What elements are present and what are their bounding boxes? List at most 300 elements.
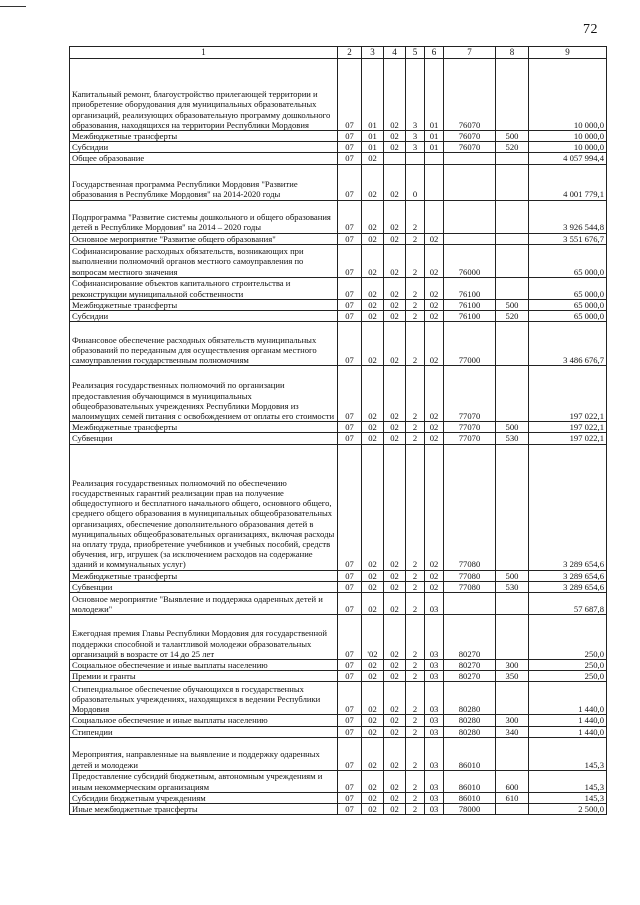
row-amount: 197 022,1: [529, 422, 607, 433]
row-subprogram: 2: [406, 366, 425, 422]
row-subprogram: 2: [406, 322, 425, 366]
row-amount: 1 440,0: [529, 715, 607, 726]
table-body: [70, 59, 607, 815]
row-subprogram: 2: [406, 244, 425, 277]
table-row: [70, 200, 607, 233]
row-subsection: 02: [362, 444, 384, 570]
row-name: Межбюджетные трансферты: [70, 299, 338, 310]
row-subprogram: 2: [406, 726, 425, 737]
row-amount: 65 000,0: [529, 311, 607, 322]
table-row: [70, 153, 607, 164]
row-subsection: 02: [362, 322, 384, 366]
row-subsection: 02: [362, 299, 384, 310]
row-subprogram: 2: [406, 660, 425, 671]
row-direction: 80270: [444, 660, 496, 671]
row-name: Предоставление субсидий бюджетным, автономным учреждениям и иным некоммерческим организациям: [70, 770, 338, 792]
row-subsection: 02: [362, 726, 384, 737]
row-activity: 02: [425, 366, 444, 422]
row-section: 07: [338, 142, 362, 153]
row-name: Государственная программа Республики Мордовия "Развитие образования в Республике Мордовия" на 2014-2020 годы: [70, 164, 338, 200]
row-subsection: 02: [362, 660, 384, 671]
row-expense-type: 500: [496, 422, 529, 433]
table-row: [70, 570, 607, 581]
row-name: Подпрограмма "Развитие системы дошкольного и общего образования детей в Республике Мордовия" на 2014 – 2020 годы: [70, 200, 338, 233]
table-row: [70, 660, 607, 671]
corner-mark: [0, 0, 26, 7]
row-activity: 03: [425, 737, 444, 770]
row-amount: 10 000,0: [529, 59, 607, 131]
row-subsection: 02: [362, 570, 384, 581]
row-expense-type: [496, 59, 529, 131]
row-name: Общее образование: [70, 153, 338, 164]
row-program: 02: [384, 737, 406, 770]
row-subprogram: 2: [406, 715, 425, 726]
row-section: 07: [338, 366, 362, 422]
row-name: Межбюджетные трансферты: [70, 131, 338, 142]
row-section: 07: [338, 200, 362, 233]
row-expense-type: 530: [496, 433, 529, 444]
row-subsection: 02: [362, 277, 384, 299]
row-name: Социальное обеспечение и иные выплаты населению: [70, 715, 338, 726]
table-row: [70, 142, 607, 153]
table-row: [70, 422, 607, 433]
row-activity: 02: [425, 433, 444, 444]
row-expense-type: [496, 804, 529, 815]
table-row: [70, 311, 607, 322]
row-amount: 250,0: [529, 615, 607, 660]
row-program: 02: [384, 726, 406, 737]
row-section: 07: [338, 311, 362, 322]
row-subsection: 02: [362, 244, 384, 277]
row-program: 02: [384, 131, 406, 142]
row-amount: 1 440,0: [529, 682, 607, 715]
row-expense-type: 350: [496, 671, 529, 682]
table-row: [70, 737, 607, 770]
row-expense-type: 500: [496, 131, 529, 142]
row-name: Социальное обеспечение и иные выплаты населению: [70, 660, 338, 671]
row-section: 07: [338, 322, 362, 366]
row-activity: 02: [425, 233, 444, 244]
row-section: 07: [338, 792, 362, 803]
row-direction: 77080: [444, 570, 496, 581]
row-amount: 1 440,0: [529, 726, 607, 737]
row-activity: 02: [425, 299, 444, 310]
row-section: 07: [338, 737, 362, 770]
row-direction: 80280: [444, 726, 496, 737]
row-section: 07: [338, 715, 362, 726]
header-col-3: 3: [362, 47, 384, 59]
row-amount: 3 289 654,6: [529, 570, 607, 581]
row-subprogram: 3: [406, 131, 425, 142]
row-direction: [444, 593, 496, 615]
row-name: Софинансирование объектов капитального строительства и реконструкции муниципальной собственности: [70, 277, 338, 299]
header-col-9: 9: [529, 47, 607, 59]
table-row: [70, 804, 607, 815]
row-section: 07: [338, 660, 362, 671]
row-expense-type: [496, 153, 529, 164]
row-name: Капитальный ремонт, благоустройство прилегающей территории и приобретение оборудования для муниципальных образовательных организаций, реализующих образовательную программу дошкольного образования, находящихся на территории Республики Мордовия: [70, 59, 338, 131]
row-expense-type: [496, 233, 529, 244]
row-activity: 03: [425, 682, 444, 715]
row-section: 07: [338, 433, 362, 444]
row-amount: 65 000,0: [529, 244, 607, 277]
row-program: 02: [384, 233, 406, 244]
row-expense-type: [496, 444, 529, 570]
table-row: [70, 792, 607, 803]
row-direction: 76070: [444, 142, 496, 153]
row-subsection: 01: [362, 142, 384, 153]
row-activity: 02: [425, 581, 444, 592]
row-subsection: 02: [362, 433, 384, 444]
table-row: [70, 244, 607, 277]
row-expense-type: 500: [496, 299, 529, 310]
row-subsection: 02: [362, 311, 384, 322]
row-subsection: 02: [362, 671, 384, 682]
row-subprogram: 2: [406, 593, 425, 615]
row-direction: 77000: [444, 322, 496, 366]
row-direction: 86010: [444, 770, 496, 792]
table-row: [70, 726, 607, 737]
row-section: 07: [338, 682, 362, 715]
row-section: 07: [338, 581, 362, 592]
row-program: 02: [384, 444, 406, 570]
table-row: [70, 433, 607, 444]
header-col-6: 6: [425, 47, 444, 59]
row-name: Финансовое обеспечение расходных обязательств муниципальных образований по переданным для осуществления органам местного самоуправления государственным полномочиям: [70, 322, 338, 366]
row-direction: 77080: [444, 444, 496, 570]
row-program: 02: [384, 142, 406, 153]
row-section: 07: [338, 422, 362, 433]
row-section: 07: [338, 164, 362, 200]
row-section: 07: [338, 570, 362, 581]
row-section: 07: [338, 59, 362, 131]
row-subsection: '02: [362, 615, 384, 660]
row-amount: 197 022,1: [529, 433, 607, 444]
table-row: [70, 277, 607, 299]
row-expense-type: [496, 322, 529, 366]
table-row: [70, 131, 607, 142]
row-name: Межбюджетные трансферты: [70, 422, 338, 433]
row-subprogram: 2: [406, 433, 425, 444]
row-activity: 02: [425, 244, 444, 277]
row-direction: 77070: [444, 422, 496, 433]
row-name: Мероприятия, направленные на выявление и поддержку одаренных детей и молодежи: [70, 737, 338, 770]
row-direction: 77070: [444, 366, 496, 422]
row-direction: 76100: [444, 277, 496, 299]
row-subsection: 02: [362, 792, 384, 803]
row-direction: 80270: [444, 615, 496, 660]
row-activity: [425, 200, 444, 233]
row-name: Межбюджетные трансферты: [70, 570, 338, 581]
row-expense-type: 340: [496, 726, 529, 737]
row-amount: 4 001 779,1: [529, 164, 607, 200]
row-name: Субсидии бюджетным учреждениям: [70, 792, 338, 803]
row-activity: 02: [425, 422, 444, 433]
row-subprogram: 2: [406, 671, 425, 682]
row-expense-type: [496, 277, 529, 299]
table-row: [70, 59, 607, 131]
row-section: 07: [338, 277, 362, 299]
row-subprogram: 3: [406, 142, 425, 153]
row-name: Основное мероприятие "Выявление и поддержка одаренных детей и молодежи": [70, 593, 338, 615]
row-section: 07: [338, 804, 362, 815]
row-name: Основное мероприятие "Развитие общего образования": [70, 233, 338, 244]
row-activity: [425, 153, 444, 164]
row-subprogram: 2: [406, 233, 425, 244]
row-section: 07: [338, 233, 362, 244]
row-expense-type: [496, 737, 529, 770]
header-col-8: 8: [496, 47, 529, 59]
row-name: Стипендии: [70, 726, 338, 737]
row-program: [384, 153, 406, 164]
row-subsection: 02: [362, 200, 384, 233]
row-amount: 65 000,0: [529, 299, 607, 310]
row-subprogram: 2: [406, 277, 425, 299]
row-program: 02: [384, 660, 406, 671]
row-subsection: 01: [362, 59, 384, 131]
row-activity: 03: [425, 615, 444, 660]
row-subprogram: 0: [406, 164, 425, 200]
row-amount: 3 486 676,7: [529, 322, 607, 366]
row-name: Субсидии: [70, 311, 338, 322]
row-subprogram: 2: [406, 737, 425, 770]
row-expense-type: [496, 593, 529, 615]
row-name: Субвенции: [70, 581, 338, 592]
row-activity: 03: [425, 792, 444, 803]
row-program: 02: [384, 200, 406, 233]
row-activity: 02: [425, 277, 444, 299]
row-direction: 76100: [444, 311, 496, 322]
row-amount: 3 926 544,8: [529, 200, 607, 233]
row-subsection: 02: [362, 737, 384, 770]
row-subsection: 02: [362, 593, 384, 615]
row-direction: 80280: [444, 682, 496, 715]
row-amount: 250,0: [529, 660, 607, 671]
row-section: 07: [338, 615, 362, 660]
row-activity: [425, 164, 444, 200]
row-activity: 02: [425, 311, 444, 322]
row-activity: 01: [425, 131, 444, 142]
table-row: [70, 444, 607, 570]
row-subprogram: 3: [406, 59, 425, 131]
row-program: 02: [384, 615, 406, 660]
row-amount: 57 687,8: [529, 593, 607, 615]
row-name: Субсидии: [70, 142, 338, 153]
budget-table: [69, 46, 607, 815]
row-expense-type: 530: [496, 581, 529, 592]
row-amount: 4 057 994,4: [529, 153, 607, 164]
row-expense-type: [496, 615, 529, 660]
row-amount: 145,3: [529, 737, 607, 770]
table-row: [70, 715, 607, 726]
row-program: 02: [384, 366, 406, 422]
row-subprogram: 2: [406, 792, 425, 803]
row-name: Софинансирование расходных обязательств, возникающих при выполнении полномочий органов местного самоуправления по вопросам местного значения: [70, 244, 338, 277]
row-program: 02: [384, 311, 406, 322]
row-subprogram: 2: [406, 804, 425, 815]
table-row: [70, 770, 607, 792]
row-direction: 86010: [444, 792, 496, 803]
row-amount: 2 500,0: [529, 804, 607, 815]
row-program: 02: [384, 682, 406, 715]
row-amount: 3 289 654,6: [529, 444, 607, 570]
row-section: 07: [338, 726, 362, 737]
row-subsection: 02: [362, 164, 384, 200]
table-row: [70, 366, 607, 422]
row-direction: [444, 164, 496, 200]
row-subprogram: 2: [406, 311, 425, 322]
row-direction: 77080: [444, 581, 496, 592]
row-amount: 197 022,1: [529, 366, 607, 422]
row-activity: 03: [425, 804, 444, 815]
table-row: [70, 682, 607, 715]
row-subsection: 02: [362, 233, 384, 244]
row-program: 02: [384, 792, 406, 803]
row-activity: 02: [425, 444, 444, 570]
row-subsection: 02: [362, 366, 384, 422]
row-subsection: 02: [362, 770, 384, 792]
row-name: Иные межбюджетные трансферты: [70, 804, 338, 815]
table-row: [70, 593, 607, 615]
row-section: 07: [338, 444, 362, 570]
table-row: [70, 671, 607, 682]
table-row: [70, 322, 607, 366]
row-expense-type: 600: [496, 770, 529, 792]
row-expense-type: [496, 200, 529, 233]
row-subsection: 02: [362, 804, 384, 815]
row-amount: 10 000,0: [529, 131, 607, 142]
row-expense-type: [496, 366, 529, 422]
row-subsection: 02: [362, 715, 384, 726]
row-direction: [444, 153, 496, 164]
row-expense-type: 300: [496, 660, 529, 671]
table-header: [70, 47, 607, 59]
row-program: 02: [384, 299, 406, 310]
page-number: 72: [583, 22, 598, 37]
row-program: 02: [384, 593, 406, 615]
row-direction: [444, 233, 496, 244]
row-subsection: 02: [362, 422, 384, 433]
header-col-5: 5: [406, 47, 425, 59]
table-row: [70, 581, 607, 592]
row-program: 02: [384, 570, 406, 581]
row-program: 02: [384, 422, 406, 433]
row-program: 02: [384, 277, 406, 299]
row-program: 02: [384, 715, 406, 726]
header-col-1: 1: [70, 47, 338, 59]
row-program: 02: [384, 581, 406, 592]
row-activity: 02: [425, 570, 444, 581]
row-expense-type: [496, 244, 529, 277]
table-row: [70, 615, 607, 660]
header-col-4: 4: [384, 47, 406, 59]
row-subsection: 02: [362, 153, 384, 164]
table-row: [70, 233, 607, 244]
row-direction: 80280: [444, 715, 496, 726]
row-amount: 145,3: [529, 792, 607, 803]
row-activity: 03: [425, 671, 444, 682]
row-section: 07: [338, 299, 362, 310]
row-activity: 03: [425, 660, 444, 671]
row-section: 07: [338, 770, 362, 792]
row-direction: 76000: [444, 244, 496, 277]
row-subprogram: 2: [406, 570, 425, 581]
row-subsection: 02: [362, 581, 384, 592]
row-direction: 78000: [444, 804, 496, 815]
row-amount: 3 289 654,6: [529, 581, 607, 592]
row-section: 07: [338, 131, 362, 142]
row-program: 02: [384, 59, 406, 131]
row-activity: 03: [425, 726, 444, 737]
row-name: Ежегодная премия Главы Республики Мордовия для государственной поддержки способной и талантливой молодежи образовательных организаций в возрасте от 14 до 25 лет: [70, 615, 338, 660]
row-subprogram: 2: [406, 444, 425, 570]
row-expense-type: 500: [496, 570, 529, 581]
row-activity: 03: [425, 593, 444, 615]
row-subprogram: 2: [406, 770, 425, 792]
row-amount: 250,0: [529, 671, 607, 682]
row-subsection: 01: [362, 131, 384, 142]
row-amount: 65 000,0: [529, 277, 607, 299]
row-activity: 01: [425, 142, 444, 153]
row-program: 02: [384, 770, 406, 792]
header-col-2: 2: [338, 47, 362, 59]
row-program: 02: [384, 804, 406, 815]
row-program: 02: [384, 164, 406, 200]
row-name: Реализация государственных полномочий по организации предоставления обучающимся в муниципальных общеобразовательных учреждениях Республики Мордовия из малоимущих семей питания с освобождением от оплаты его стоимости: [70, 366, 338, 422]
row-direction: [444, 200, 496, 233]
row-subprogram: [406, 153, 425, 164]
row-expense-type: 610: [496, 792, 529, 803]
table-row: [70, 164, 607, 200]
row-expense-type: [496, 682, 529, 715]
header-row: [70, 47, 607, 59]
row-subprogram: 2: [406, 581, 425, 592]
row-amount: 145,3: [529, 770, 607, 792]
row-subprogram: 2: [406, 299, 425, 310]
row-subprogram: 2: [406, 200, 425, 233]
header-col-7: 7: [444, 47, 496, 59]
row-name: Стипендиальное обеспечение обучающихся в государственных образовательных учреждениях, находящихся в ведении Республики Мордовия: [70, 682, 338, 715]
row-program: 02: [384, 322, 406, 366]
row-activity: 01: [425, 59, 444, 131]
row-activity: 03: [425, 715, 444, 726]
row-subprogram: 2: [406, 615, 425, 660]
row-section: 07: [338, 244, 362, 277]
row-direction: 76100: [444, 299, 496, 310]
row-amount: 3 551 676,7: [529, 233, 607, 244]
row-activity: 02: [425, 322, 444, 366]
row-expense-type: [496, 164, 529, 200]
row-direction: 80270: [444, 671, 496, 682]
row-name: Субвенции: [70, 433, 338, 444]
row-amount: 10 000,0: [529, 142, 607, 153]
row-expense-type: 300: [496, 715, 529, 726]
row-direction: 76070: [444, 131, 496, 142]
row-section: 07: [338, 153, 362, 164]
row-name: Реализация государственных полномочий по обеспечению государственных гарантий реализации прав на получение общедоступного и бесплатного начального общего, основного общего, среднего общего образования в муниципальных общеобразовательных организациях, обеспечение дополнительного образования детей в муниципальных общеобразовательных организациях, включая расходы на оплату труда, приобретение учебников и учебных пособий, средств обучения, игр, игрушек (за исключением расходов на содержание зданий и коммунальных услуг): [70, 444, 338, 570]
row-subprogram: 2: [406, 682, 425, 715]
row-program: 02: [384, 671, 406, 682]
row-name: Премии и гранты: [70, 671, 338, 682]
row-activity: 03: [425, 770, 444, 792]
row-direction: 86010: [444, 737, 496, 770]
table-row: [70, 299, 607, 310]
row-direction: 77070: [444, 433, 496, 444]
row-section: 07: [338, 671, 362, 682]
row-subsection: 02: [362, 682, 384, 715]
row-subprogram: 2: [406, 422, 425, 433]
row-expense-type: 520: [496, 311, 529, 322]
